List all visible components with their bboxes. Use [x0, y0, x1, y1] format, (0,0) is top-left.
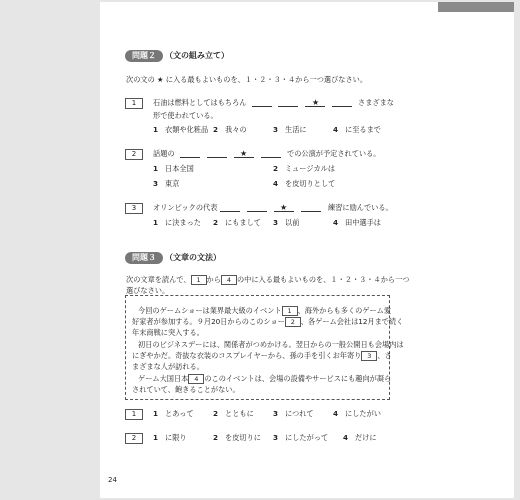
question-text: 形で使われている。	[153, 111, 218, 120]
option-1[interactable]: 1 日本全国	[153, 164, 194, 173]
section3-title: （文章の文法）	[165, 253, 221, 262]
answer-blank[interactable]	[261, 157, 281, 158]
section3-tag: 問題３	[125, 252, 163, 264]
option-1[interactable]: 1 に決まった	[153, 218, 201, 227]
answer-blank[interactable]	[234, 157, 254, 158]
star-marker: ★	[312, 98, 320, 107]
option-1[interactable]: 1 に限り	[153, 433, 187, 442]
passage-line: 初日のビジネスデーには、関係者がつめかける。翌日からの一般公開日も会場内は	[138, 340, 404, 349]
option-4[interactable]: 4 にしたがい	[333, 409, 381, 418]
option-3[interactable]: 3 東京	[153, 179, 180, 188]
answer-blank[interactable]	[220, 211, 240, 212]
answer-blank[interactable]	[274, 211, 294, 212]
passage-line: 好家者が参加する。９月20日からのこのショー 2 、各ゲーム会社は12月まで続く	[132, 317, 404, 326]
passage-line: にぎやかだ。奇抜な衣装のコスプレイヤーから、孫の手を引くお年寄り 3 、さ	[132, 351, 392, 360]
option-4[interactable]: 4 を皮切りとして	[273, 179, 336, 188]
option-2[interactable]: 2 我々の	[213, 125, 247, 134]
header-bar	[438, 2, 514, 12]
section2-instruction: 次の文の ★ に入る最もよいものを、１・２・３・４から一つ選びなさい。	[126, 75, 368, 84]
option-2[interactable]: 2 を皮切りに	[213, 433, 261, 442]
star-marker: ★	[240, 149, 248, 158]
passage-line: ゲーム大国日本 4 のこのイベントは、会場の設備やサービスにも趣向が凝ら	[138, 374, 392, 383]
option-3[interactable]: 3 生活に	[273, 125, 307, 134]
section3-instruction-line2: 選びなさい。	[126, 286, 170, 295]
answer-blank[interactable]	[252, 106, 272, 107]
section2-tag: 問題２	[125, 50, 163, 62]
answer-blank[interactable]	[247, 211, 267, 212]
question-number: 2	[125, 433, 143, 444]
page-number: 24	[108, 476, 117, 484]
section3-instruction: 次の文章を読んで、 1 から 4 の中に入る最もよいものを、１・２・３・４から一つ	[126, 275, 410, 284]
option-3[interactable]: 3 以前	[273, 218, 300, 227]
answer-blank[interactable]	[301, 211, 321, 212]
answer-blank[interactable]	[180, 157, 200, 158]
passage-line: まざまな人が訪れる。	[132, 362, 204, 371]
question-number: 1	[125, 409, 143, 420]
question-text: オリンピックの代表	[153, 203, 218, 212]
star-marker: ★	[280, 203, 288, 212]
answer-blank[interactable]	[305, 106, 325, 107]
option-2[interactable]: 2 ミュージカルは	[273, 164, 336, 173]
question-text: 話題の	[153, 149, 175, 158]
question-number: 2	[125, 149, 143, 160]
answer-blank[interactable]	[207, 157, 227, 158]
option-3[interactable]: 3 につれて	[273, 409, 314, 418]
question-text: での公演が予定されている。	[287, 149, 381, 158]
passage-line: されていて、飽きることがない。	[132, 385, 240, 394]
option-4[interactable]: 4 田中選手は	[333, 218, 381, 227]
option-2[interactable]: 2 とともに	[213, 409, 254, 418]
question-text: さまざまな	[358, 98, 394, 107]
question-number: 1	[125, 98, 143, 109]
question-text: 練習に励んでいる。	[328, 203, 393, 212]
option-1[interactable]: 1 とあって	[153, 409, 194, 418]
answer-blank[interactable]	[278, 106, 298, 107]
option-4[interactable]: 4 に至るまで	[333, 125, 381, 134]
option-1[interactable]: 1 衣類や化粧品	[153, 125, 209, 134]
passage-line: 年末商戦に突入する。	[132, 328, 204, 337]
passage-line: 今回のゲームショーは業界最大級のイベント 1 、海外からも多くのゲーム愛	[138, 306, 392, 315]
option-2[interactable]: 2 にもまして	[213, 218, 261, 227]
answer-blank[interactable]	[332, 106, 352, 107]
option-3[interactable]: 3 にしたがって	[273, 433, 329, 442]
option-4[interactable]: 4 だけに	[343, 433, 377, 442]
question-text: 石油は燃料としてはもちろん	[153, 98, 247, 107]
question-number: 3	[125, 203, 143, 214]
section2-title: （文の組み立て）	[165, 51, 229, 60]
